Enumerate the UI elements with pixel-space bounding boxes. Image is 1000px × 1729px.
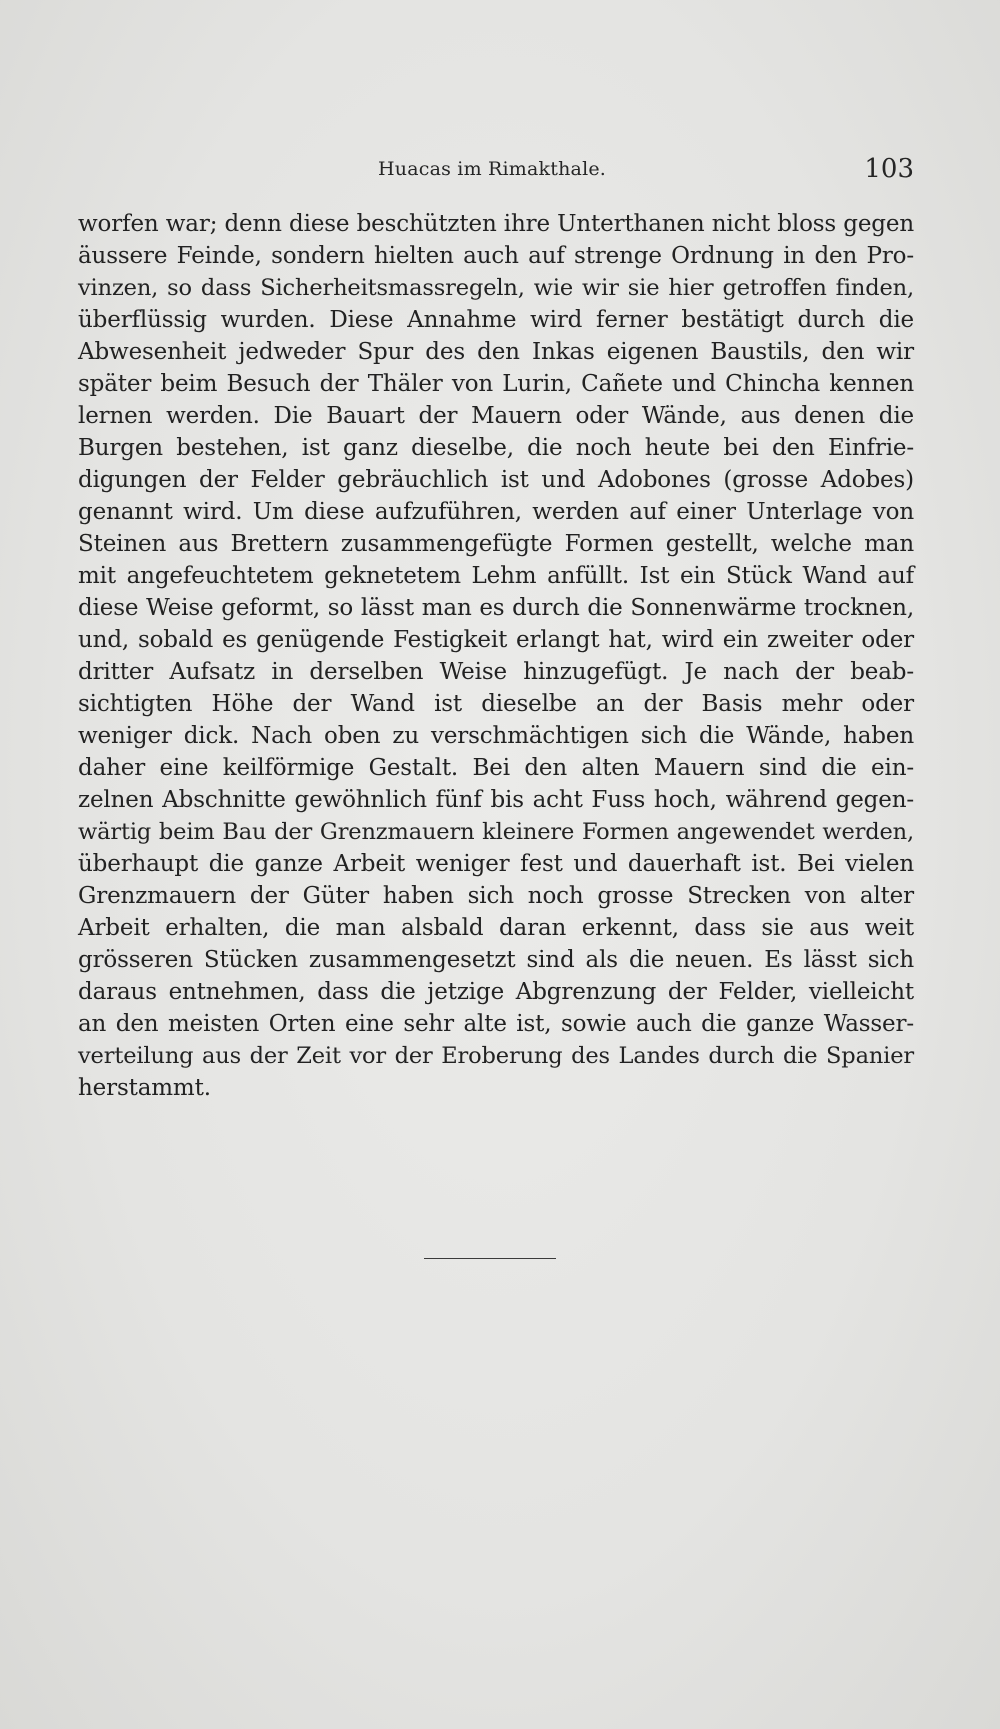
running-header: [78, 154, 914, 188]
text-line: zelnen Abschnitte gewöhnlich fünf bis acht Fuss hoch, während gegen-: [78, 787, 914, 813]
text-line: und, sobald es genügende Festigkeit erlangt hat, wird ein zweiter oder: [78, 627, 914, 653]
text-line: lernen werden. Die Bauart der Mauern oder Wände, aus denen die: [78, 403, 914, 429]
text-line: Arbeit erhalten, die man alsbald daran erkennt, dass sie aus weit: [78, 915, 914, 941]
text-line: überflüssig wurden. Diese Annahme wird ferner bestätigt durch die: [78, 307, 914, 333]
text-line: worfen war; denn diese beschützten ihre Unterthanen nicht bloss gegen: [78, 211, 914, 237]
text-line: diese Weise geformt, so lässt man es durch die Sonnenwärme trocknen,: [78, 595, 914, 621]
text-line: äussere Feinde, sondern hielten auch auf strenge Ordnung in den Pro-: [78, 243, 914, 269]
text-line: dritter Aufsatz in derselben Weise hinzugefügt. Je nach der beab-: [78, 659, 914, 685]
text-line: grösseren Stücken zusammengesetzt sind als die neuen. Es lässt sich: [78, 947, 914, 973]
text-line: genannt wird. Um diese aufzuführen, werden auf einer Unterlage von: [78, 499, 914, 525]
running-title: Huacas im Rimakthale.: [378, 158, 607, 180]
text-line: Steinen aus Brettern zusammengefügte Formen gestellt, welche man: [78, 531, 914, 557]
text-line: Burgen bestehen, ist ganz dieselbe, die noch heute bei den Einfrie-: [78, 435, 914, 461]
text-line: mit angefeuchtetem geknetetem Lehm anfüllt. Ist ein Stück Wand auf: [78, 563, 914, 589]
text-line: an den meisten Orten eine sehr alte ist, sowie auch die ganze Wasser-: [78, 1011, 914, 1037]
text-line: vinzen, so dass Sicherheitsmassregeln, wie wir sie hier getroffen finden,: [78, 275, 914, 301]
text-line: verteilung aus der Zeit vor der Eroberung des Landes durch die Spanier: [78, 1043, 914, 1069]
text-line: digungen der Felder gebräuchlich ist und Adobones (grosse Adobes): [78, 467, 914, 493]
text-line: daraus entnehmen, dass die jetzige Abgrenzung der Felder, vielleicht: [78, 979, 914, 1005]
text-line: überhaupt die ganze Arbeit weniger fest und dauerhaft ist. Bei vielen: [78, 851, 914, 877]
text-line: daher eine keilförmige Gestalt. Bei den alten Mauern sind die ein-: [78, 755, 914, 781]
text-line: sichtigten Höhe der Wand ist dieselbe an der Basis mehr oder: [78, 691, 914, 717]
text-line: später beim Besuch der Thäler von Lurin, Cañete und Chincha kennen: [78, 371, 914, 397]
text-line: wärtig beim Bau der Grenzmauern kleinere Formen angewendet werden,: [78, 819, 914, 845]
page-number: 103: [864, 154, 914, 184]
text-line: Grenzmauern der Güter haben sich noch grosse Strecken von alter: [78, 883, 914, 909]
text-line: Abwesenheit jedweder Spur des den Inkas eigenen Baustils, den wir: [78, 339, 914, 365]
body-text: [78, 208, 914, 1104]
section-end-rule: [424, 1258, 556, 1259]
text-line: herstammt.: [78, 1075, 211, 1101]
text-line: weniger dick. Nach oben zu verschmächtigen sich die Wände, haben: [78, 723, 914, 749]
